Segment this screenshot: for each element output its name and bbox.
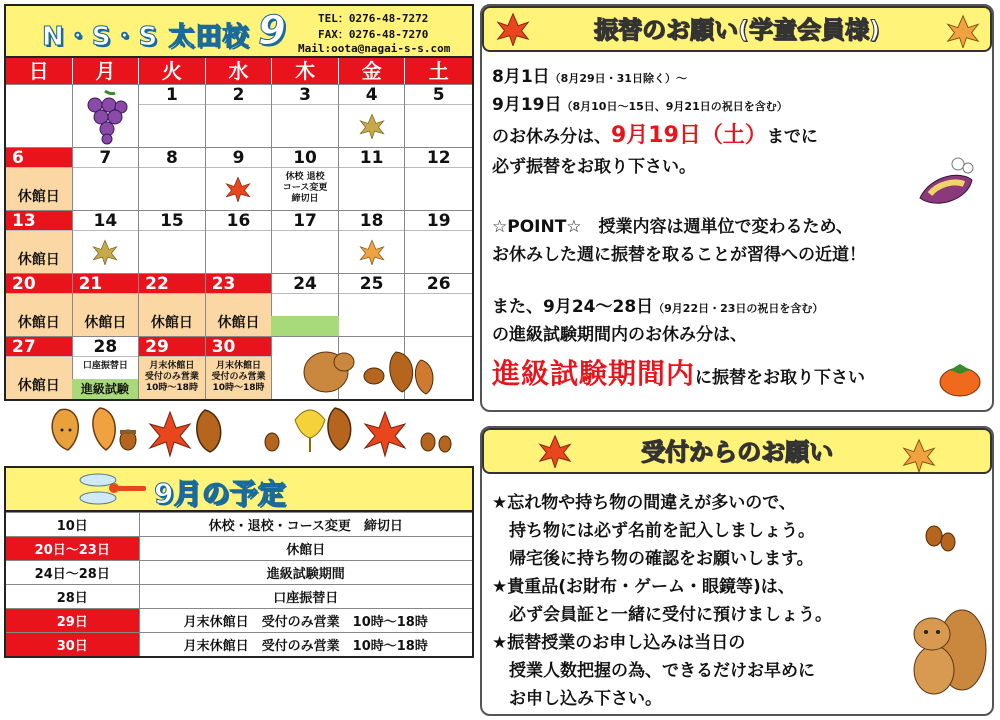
calendar-week xyxy=(6,84,472,147)
exam-period-line xyxy=(492,292,823,317)
deadline-line xyxy=(492,118,818,149)
calendar-day xyxy=(73,148,140,210)
schedule-date: 28日 xyxy=(5,585,139,609)
month-number: 9 xyxy=(258,8,286,54)
calendar-day xyxy=(6,148,73,210)
day-number: 23 xyxy=(206,274,272,294)
reception-note-line: ★振替授業のお申し込みは当日の xyxy=(492,633,746,653)
fax-number: FAX：0276-48-7270 xyxy=(318,28,429,41)
day-number: 28 xyxy=(73,337,139,357)
calendar-day xyxy=(6,274,73,336)
calendar-day xyxy=(139,148,206,210)
calendar-header xyxy=(4,4,474,56)
exam-period-highlight: 進級試験期間内 xyxy=(492,357,696,390)
schedule-date: 24日～28日 xyxy=(5,561,139,585)
weekday-fri: 金 xyxy=(339,58,406,84)
grapes-icon xyxy=(81,89,131,145)
calendar-day xyxy=(405,211,472,273)
exam-makeup-line xyxy=(492,352,865,392)
day-number: 2 xyxy=(206,85,272,105)
day-number: 12 xyxy=(405,148,472,168)
day-number: 19 xyxy=(405,211,472,231)
weekday-sun: 日 xyxy=(6,58,73,84)
month-end-closed-note: 月末休館日 受付のみ営業 10時～18時 xyxy=(211,361,266,393)
day-number: 15 xyxy=(139,211,205,231)
calendar-day xyxy=(6,211,73,273)
weekday-wed: 水 xyxy=(206,58,273,84)
schedule-date: 20日～23日 xyxy=(5,537,139,561)
calendar-day xyxy=(139,85,206,147)
day-number: 29 xyxy=(139,337,205,357)
reception-note-line: ★貴重品(お財布・ゲーム・眼鏡等)は、 xyxy=(492,577,795,597)
calendar-day xyxy=(139,337,206,399)
schedule-row xyxy=(5,537,473,561)
tel-number: TEL：0276-48-7272 xyxy=(318,12,429,25)
calendar-day xyxy=(206,85,273,147)
day-number: 9 xyxy=(206,148,272,168)
maple-leaf-icon xyxy=(496,12,530,46)
calendar-day xyxy=(272,211,339,273)
schedule-row xyxy=(5,633,473,657)
makeup-instruction: 必ず振替をお取り下さい。 xyxy=(492,157,696,177)
day-number: 30 xyxy=(206,337,272,357)
day-number: 21 xyxy=(73,274,139,294)
point-line-2: お休みした週に振替を取ることが習得への近道！ xyxy=(492,245,866,265)
calendar-day xyxy=(206,337,273,399)
acorn-icon xyxy=(265,433,279,451)
acorn-icon xyxy=(421,433,451,452)
leaf-icon xyxy=(93,408,115,450)
exam-absence-line: の進級試験期間内のお休み分は、 xyxy=(492,325,747,345)
day-number: 8 xyxy=(139,148,205,168)
schedule-event: 進級試験期間 xyxy=(139,561,473,585)
calendar-day xyxy=(206,274,273,336)
persimmon-icon xyxy=(938,358,982,398)
calendar-day xyxy=(6,85,73,147)
schedule-event: 月末休館日 受付のみ営業 10時～18時 xyxy=(139,609,473,633)
day-number: 17 xyxy=(272,211,338,231)
schedule-row xyxy=(5,513,473,537)
day-number: 1 xyxy=(139,85,205,105)
schedule-row xyxy=(5,609,473,633)
closed-day-label: 休館日 xyxy=(217,315,260,331)
calendar-week xyxy=(6,273,472,336)
squirrel-icon xyxy=(904,600,988,708)
schedule-title: 9月の予定 xyxy=(154,477,286,510)
weekday-sat: 土 xyxy=(428,59,449,83)
calendar-day xyxy=(6,337,73,399)
day-number: 5 xyxy=(405,85,472,105)
maple-leaf-icon xyxy=(92,239,118,265)
point-line-1: ☆POINT☆ 授業内容は週単位で変わるため、 xyxy=(492,217,853,237)
day-number: 6 xyxy=(6,148,72,168)
account-transfer-label: 口座振替日 xyxy=(82,361,128,371)
weekday-header xyxy=(6,58,472,84)
day-note: 休校 退校 コース変更 締切日 xyxy=(282,172,328,204)
schedule-event: 休校・退校・コース変更 締切日 xyxy=(139,513,473,537)
weekday-tue: 火 xyxy=(139,58,206,84)
leaf-icon xyxy=(52,409,78,450)
deadline-post: までに xyxy=(766,127,818,147)
squirrel-icon xyxy=(296,340,446,400)
day-number: 22 xyxy=(139,274,205,294)
reception-note-line: 必ず会員証と一緒に受付に預けましょう。 xyxy=(492,605,832,625)
maple-leaf-icon xyxy=(359,239,385,265)
schedule-date: 30日 xyxy=(5,633,139,657)
day-number: 20 xyxy=(6,274,72,294)
schedule-row xyxy=(5,585,473,609)
period-line-2 xyxy=(492,90,788,115)
period-start-note: （8月29日・31日除く）～ xyxy=(549,72,687,85)
maple-leaf-icon xyxy=(538,434,572,468)
makeup-request-panel xyxy=(480,4,994,412)
period-line-1 xyxy=(492,62,687,87)
ginkgo-leaf-icon xyxy=(295,410,325,452)
dragonfly-icon xyxy=(76,470,146,510)
day-number: 11 xyxy=(339,148,405,168)
acorn-icon xyxy=(120,430,136,450)
closed-day-label: 休館日 xyxy=(17,315,60,331)
calendar-day xyxy=(139,274,206,336)
closed-day-label: 休館日 xyxy=(17,378,60,394)
calendar-day xyxy=(339,274,406,336)
schedule-event: 休館日 xyxy=(139,537,473,561)
calendar-week xyxy=(6,147,472,210)
day-number: 24 xyxy=(272,274,338,294)
leaf-icon xyxy=(197,410,221,452)
makeup-request-title: 振替のお願い(学童会員様) xyxy=(482,6,992,52)
schedule-date: 29日 xyxy=(5,609,139,633)
weekday-mon: 月 xyxy=(73,58,140,84)
reception-request-panel xyxy=(480,426,994,716)
calendar-day xyxy=(139,211,206,273)
calendar-day xyxy=(272,274,339,336)
day-number: 16 xyxy=(206,211,272,231)
day-number: 10 xyxy=(272,148,338,168)
schedule-row xyxy=(5,561,473,585)
mail-address: Mail:oota@nagai-s-s.com xyxy=(298,42,451,55)
school-name: N・S・S 太田校 xyxy=(42,22,250,52)
calendar-day xyxy=(73,85,140,147)
reception-note-line: お申し込み下さい。 xyxy=(492,689,662,709)
reception-note-line: 持ち物には必ず名前を記入しましょう。 xyxy=(492,521,815,541)
day-number: 25 xyxy=(339,274,405,294)
maple-leaf-icon xyxy=(150,412,190,456)
day-number: 4 xyxy=(339,85,405,105)
leaf-icon xyxy=(328,408,351,450)
calendar-day xyxy=(339,85,406,147)
schedule-date: 10日 xyxy=(5,513,139,537)
day-number: 18 xyxy=(339,211,405,231)
day-number: 3 xyxy=(272,85,338,105)
calendar-day xyxy=(73,337,140,399)
calendar-day xyxy=(272,85,339,147)
calendar-day xyxy=(339,148,406,210)
day-number: 13 xyxy=(6,211,72,231)
maple-leaf-icon xyxy=(225,176,251,202)
exam-period: また、9月24～28日 xyxy=(492,297,654,317)
calendar-day xyxy=(339,211,406,273)
schedule-title-bar xyxy=(4,466,474,512)
calendar-day xyxy=(405,274,472,336)
weekday-thu: 木 xyxy=(272,58,339,84)
exam-label: 進級試験 xyxy=(72,379,139,399)
autumn-leaves-decoration xyxy=(40,400,470,460)
reception-note-line: ★忘れ物や持ち物の間違えが多いので、 xyxy=(492,493,796,513)
closed-day-label: 休館日 xyxy=(84,315,127,331)
exam-makeup-post: に振替をお取り下さい xyxy=(695,368,866,388)
deadline-pre: のお休み分は、 xyxy=(492,127,611,147)
month-end-closed-note: 月末休館日 受付のみ営業 10時～18時 xyxy=(144,361,199,393)
calendar-day xyxy=(73,274,140,336)
maple-leaf-icon xyxy=(946,14,980,48)
sweet-potato-icon xyxy=(910,156,980,216)
period-end-note: （8月10日～15日、9月21日の祝日を含む） xyxy=(561,100,788,113)
exam-period-note: （9月22日・23日の祝日を含む） xyxy=(653,302,824,315)
closed-day-label: 休館日 xyxy=(150,315,193,331)
period-start: 8月1日 xyxy=(492,67,550,87)
maple-leaf-icon xyxy=(902,438,936,472)
day-number: 26 xyxy=(405,274,472,294)
reception-request-title: 受付からのお願い xyxy=(482,428,992,474)
schedule-event: 口座振替日 xyxy=(139,585,473,609)
schedule-event: 月末休館日 受付のみ営業 10時～18時 xyxy=(139,633,473,657)
acorn-icon xyxy=(920,514,960,554)
maple-leaf-icon xyxy=(359,113,385,139)
calendar-day xyxy=(272,148,339,210)
reception-note-line: 帰宅後に持ち物の確認をお願いします。 xyxy=(492,549,814,569)
deadline-date: 9月19日（土） xyxy=(611,123,767,148)
day-number: 7 xyxy=(73,148,139,168)
day-number: 27 xyxy=(6,337,72,357)
calendar-day xyxy=(206,148,273,210)
schedule-table xyxy=(4,512,474,658)
closed-day-label: 休館日 xyxy=(17,252,60,268)
calendar-day xyxy=(73,211,140,273)
calendar-day xyxy=(405,85,472,147)
day-number: 14 xyxy=(73,211,139,231)
calendar-week xyxy=(6,210,472,273)
reception-note-line: 授業人数把握の為、できるだけお早めに xyxy=(492,661,815,681)
maple-leaf-icon xyxy=(365,412,405,456)
period-end: 9月19日 xyxy=(492,95,562,115)
closed-day-label: 休館日 xyxy=(17,189,60,205)
calendar-day xyxy=(206,211,273,273)
calendar-day xyxy=(405,148,472,210)
